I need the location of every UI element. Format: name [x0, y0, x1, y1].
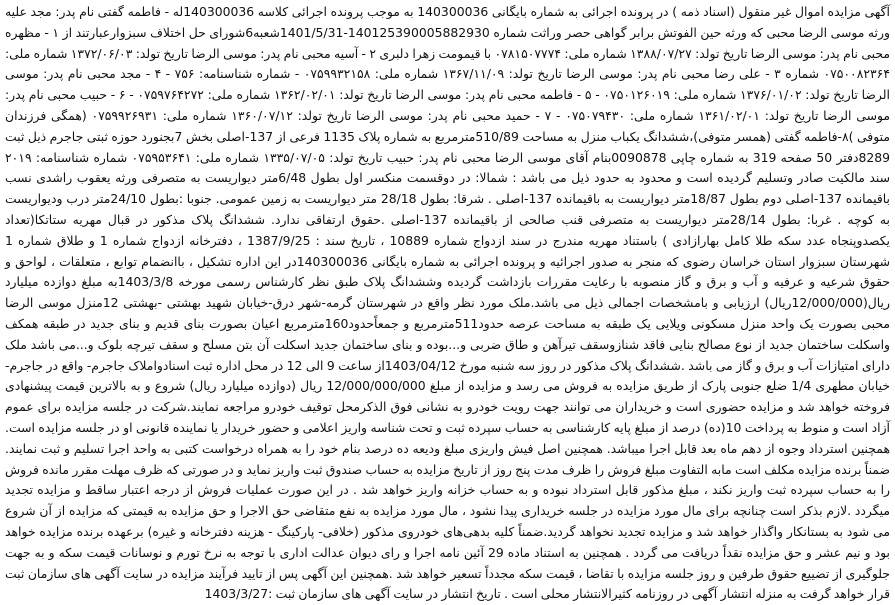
auction-notice-text: آگهی مزایده اموال غیر منقول (اسناد ذمه ) در پرونده اجرائی به شماره بایگانی 140300036 به موجب پرونده اجرائی کلاسه 140300036له - فاطمه گفتی نام پدر: مجد علیه ورثه موسی الرضا محبی که ورثه حین الفوتش برابر گواهی حصر وراثت شماره 140125390005882930-1401/5/31شعبه6شورای حل اختلاف سبزوارعبارتند از ۱ - مظهره محبی نام پدر: موسی الرضا تاریخ تولد: ۱۳۸۸/۰۷/۲۷ شماره ملی: ۰۷۸۱۵۰۷۷۷۴ با قیمومت زهرا دلبری ۲ - آسیه محبی نام پدر: موسی الرضا تاریخ تولد: ۱۳۷۲/۰۶/۰۳ شماره ملی: ۰۷۵۰۰۸۲۳۶۴ شماره ۳ - علی رضا محبی نام پدر: موسی الرضا تاریخ تولد: ۱۳۶۷/۱۱/۰۹ شماره ملی: ۰۷۵۹۹۳۲۱۵۸ - شماره شناسنامه: ۷۵۶ - ۴ - مجد محبی نام پدر: موسی الرضا تاریخ تولد: ۱۳۷۶/۰۱/۰۲ شماره ملی: ۰۷۵۰۱۲۶۰۱۹ - ۵ - فاطمه محبی نام پدر: موسی الرضا تاریخ تولد: ۱۳۶۲/۰۲/۰۱ شماره ملی: ۰۷۵۹۷۶۴۲۷۲ - ۶ - حبیب محبی نام پدر: موسی الرضا تاریخ تولد: ۱۳۶۱/۰۲/۰۱ شماره ملی: ۰۷۵۰۷۹۴۳۰ - ۷ - حمید محبی نام پدر: موسی الرضا تاریخ تولد: ۱۳۶۰/۰۷/۱۲ شماره ملی: ۰۷۵۹۹۲۶۹۳۱ (همگی فرزندان متوفی )۸-فاطمه گفتی (همسر متوفی)،ششدانگ یکباب منزل به مساحت 510/89مترمربع به شماره پلاک 1135 فرعی از 137-اصلی بخش 7بجنورد حوزه ثبتی جاجرم ذیل ثبت 8289دفتر 50 صفحه 319 به شماره چاپی 0090878بنام آقای موسی الرضا محبی نام پدر: حبیب تاریخ تولد: ۱۳۳۵/۰۷/۰۵ شماره ملی: ۰۷۵۹۵۳۶۴۱ شماره شناسنامه: ۲۰۱۹ سند مالکیت صادر وتسلیم گردیده است و محدود به حدود ذیل می باشد : شمالا: در دوقسمت منکسر اول بطول 6/48متر دیواریست به متصرفی ورثه یعقوب راشدی نسب باقیمانده 137-اصلی دوم بطول 18/87متر دیواریست به باقیمانده 137-اصلی . شرقا: بطول 28/18 متر دیواریست به زمین عمومی. جنوبا :بطول 24/10متر درب ودیواریست به کوچه . غربا: بطول 28/14متر دیواریست به متصرفی قنب صالحی از باقیمانده 137-اصلی .حقوق ارتفاقی ندارد. ششدانگ پلاک مذکور در قبال مهریه ستاتکا(تعداد یکصدوپنجاه عدد سکه طلا کامل بهارازادی ) باستناد مهریه مندرج در سند ازدواج شماره 10889 ، تاریخ سند : 1387/9/25 ، دفترخانه ازدواج شماره 1 و طلاق شماره 1 شهرستان سبزوار استان خراسان رضوی که منجر به صدور اجرائیه و پرونده اجرائی به شماره بایگانی 140300036در این اداره تشکیل ، باانضمام توابع ، متعلقات ، لواحق و حقوق شرعیه و عرفیه و آب و برق و گاز منصوبه با رعایت مقررات بازداشت گردیده وششدانگ پلاک طبق نظر کارشناس رسمی مورخه 1403/3/8به مبلغ دوازده میلیارد ریال(12/000/000ریال) ارزیابی و بامشخصات اجمالی ذیل می باشد.ملک مورد نظر واقع در شهرستان گرمه-شهر درق-خیابان شهید بهشتی -بهشتی 12منزل موسی الرضا محبی بصورت یک واحد منزل مسکونی ویلایی یک طبقه به مساحت عرصه حدود511مترمربع و جمعاًحدود160مترمربع اعیان بصورت بنای قدیم و بنای جدید در طبقه همکف واسکلت ساختمان جدید از نوع مصالح بنایی فاقد شنازوسقف تیرآهن و طاق ضربی و...بوده و بنای ساختمان جدید اسکلت آن بتن مسلح و سقف تیرچه بلوک و...می باشد ملک دارای امتیازات آب و برق و گاز می باشد .ششدانگ پلاک مذکور در روز سه شنبه مورخ 1403/04/12از ساعت 9 الی 12 در محل اداره ثبت اسنادواملاک جاجرم- واقع در جاجرم-خیابان مطهری 1/4 ضلع جنوبی پارک از طریق مزایده به فروش می رسد و مزایده از مبلغ 12/000/000/000 ریال (دوازده میلیارد ریال) شروع و به بالاترین قیمت پیشنهادی فروخته خواهد شد و مزایده حضوری است و خریداران می توانند جهت رویت خودرو به نشانی فوق الذکرمحل توقیف خودرو مراجعه نمایند.شرکت در جلسه مزایده برای عموم آزاد است و منوط به پرداخت 10(ده) درصد از مبلغ پایه کارشناسی به حساب سپرده ثبت و تحت شناسه واریز اعلامی و حضور خریدار یا نماینده قانونی او در جلسه مزایده است. همچنین استرداد وجوه از دهم ماه بعد قابل اجرا میباشد. همچنین اصل فیش واریزی مبلغ ودیعه ده درصد بنام خود را به همراه درخواست کتبی به واحد اجرا تسلیم و ثبت نمایند. ضمناً برنده مزایده مکلف است مابه التفاوت مبلغ فروش را ظرف مدت پنج روز از تاریخ مزایده به حساب صندوق ثبت واریز نماید و در صورتی که ظرف مهلت مقرر مانده فروش را به حساب سپرده ثبت واریز نکند ، مبلغ مذکور قابل استرداد نبوده و به حساب خزانه واریز خواهد شد . در این صورت عملیات فروش از درجه اعتبار ساقط و مزایده تجدید میگردد .لازم بذکر است چنانچه برای مال مورد مزایده در جلسه خریداری پیدا نشود ، مال مورد مزایده به نفع متقاضی حق الاجرا و حق مزایده به قیمتی که مزایده از آن شروع می شود به بستانکار واگذار خواهد شد و مزایده تجدید نخواهد گردید.ضمناً کلیه بدهی‌های خودروی مذکور (خلافی- پارکینگ - هزینه دفترخانه و غیره) برعهده برنده مزایده خواهد بود و نیم عشر و حق مزایده نقداً دریافت می گردد . همچنین به استناد ماده 29 آئین نامه اجرا و رای دیوان عدالت اداری با توجه به نرخ تورم و نوسانات قیمت سکه و به جهت جلوگیری از تضییع حقوق طرفین و روز جلسه مزایده با تقاضا ، قیمت سکه مجدداً تسعیر خواهد شد .همچنین این آگهی پس از تایید فرآیند مزایده در سایت آگهی های سازمان ثبت قرار خواهد گرفت به منزله انتشار آگهی در روزنامه کثیرالانتشار محلی است . تاریخ انتشار در سایت آگهی های سازمان ثبت :1403/3/27: [5, 4, 891, 602]
